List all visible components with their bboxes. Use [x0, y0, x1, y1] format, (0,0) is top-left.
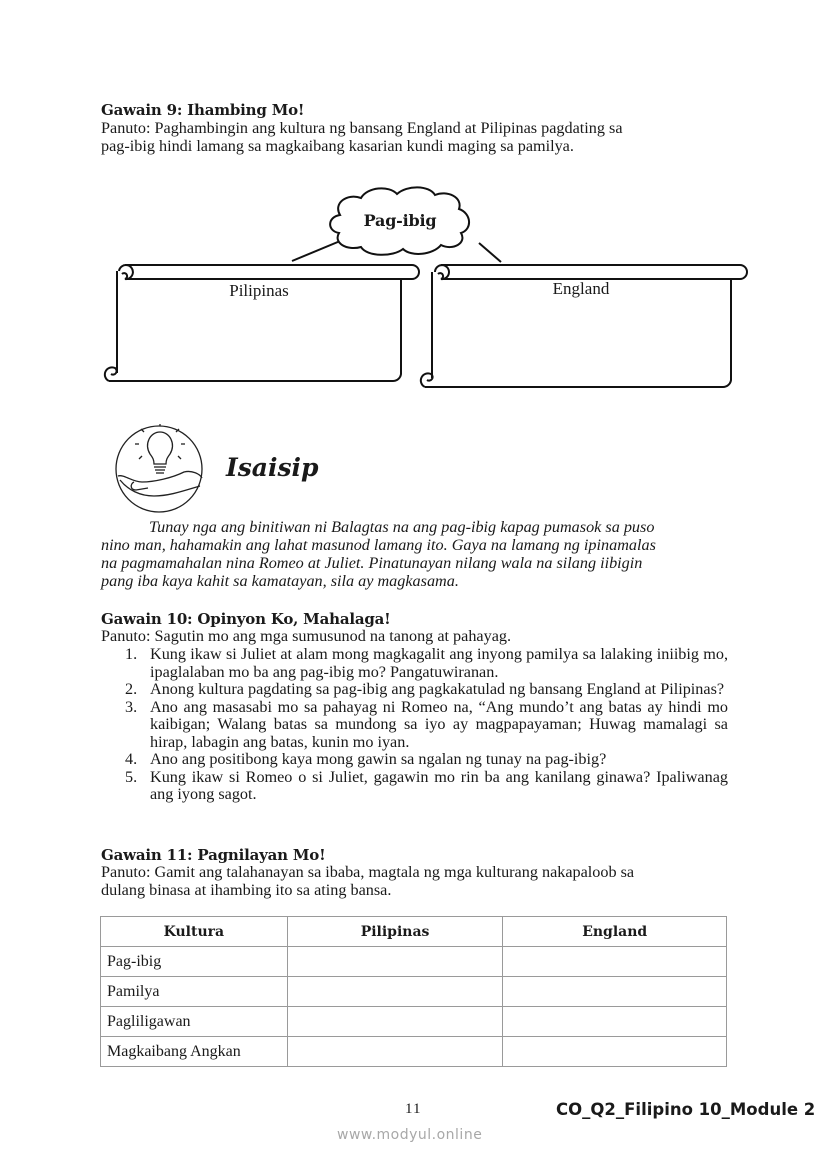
paragraph-line: pang iba kaya kahit sa kamatayan, sila ay magkasama.	[101, 572, 459, 590]
gawain11-instruction-line2: dulang binasa at ihambing ito sa ating bansa.	[101, 881, 392, 899]
table-row	[101, 947, 727, 977]
question-item: 5. Kung ikaw si Romeo o si Juliet, gagawin mo rin ba ang kanilang ginawa? Ipaliwanag ang iyong sagot.	[125, 767, 728, 803]
gawain9-title: Gawain 9: Ihambing Mo!	[101, 101, 305, 119]
question-list	[125, 646, 728, 804]
question-item: 4. Ano ang positibong kaya mong gawin sa ngalan ng tunay na pag-ibig?	[125, 750, 607, 768]
table-row	[101, 1037, 727, 1067]
scroll-label-pilipinas: Pilipinas	[229, 281, 289, 300]
gawain10-title: Gawain 10: Opinyon Ko, Mahalaga!	[101, 610, 391, 628]
cell-england[interactable]	[503, 977, 727, 1007]
gawain11-title: Gawain 11: Pagnilayan Mo!	[101, 846, 326, 864]
gawain10-instruction: Panuto: Sagutin mo ang mga sumusunod na tanong at pahayag.	[101, 627, 512, 645]
cell-kultura: Pagliligawan	[101, 1007, 288, 1037]
page-number: 11	[405, 1101, 422, 1117]
comparison-table	[100, 916, 727, 1067]
table-header-row	[101, 917, 727, 947]
scroll-label-england: England	[552, 279, 610, 298]
cell-pilipinas[interactable]	[287, 977, 503, 1007]
gawain9-instruction-line2: pag-ibig hindi lamang sa magkaibang kasarian kundi maging sa pamilya.	[101, 137, 574, 155]
header-kultura: Kultura	[101, 917, 288, 947]
isaisip-paragraph	[101, 518, 728, 590]
header-pilipinas: Pilipinas	[287, 917, 503, 947]
question-item: 3. Ano ang masasabi mo sa pahayag ni Romeo na, “Ang mundo’t ang batas ay hindi mo kaibigan; Walang batas sa mundong sa iyo ay magpapayaman; Huwag mamalagi sa hirap, labagin ang batas, kunin mo iyan.	[125, 697, 728, 751]
table-row	[101, 977, 727, 1007]
cell-pilipinas[interactable]	[287, 1037, 503, 1067]
lightbulb-hand-icon	[114, 424, 204, 514]
cloud-label: Pag-ibig	[363, 211, 437, 230]
module-code: CO_Q2_Filipino 10_Module 2	[556, 1100, 816, 1119]
cell-kultura: Pamilya	[101, 977, 288, 1007]
gawain9-instruction-line1: Panuto: Paghambingin ang kultura ng bansang England at Pilipinas pagdating sa	[101, 119, 623, 137]
gawain11-instruction-line1: Panuto: Gamit ang talahanayan sa ibaba, magtala ng mga kulturang nakapaloob sa	[101, 863, 635, 881]
watermark: www.modyul.online	[337, 1127, 483, 1143]
cell-kultura: Pag-ibig	[101, 947, 288, 977]
comparison-diagram	[95, 185, 755, 395]
paragraph-line: nino man, hahamakin ang lahat masunod lamang ito. Gaya na lamang ng ipinamalas	[101, 536, 656, 554]
question-item: 1. Kung ikaw si Juliet at alam mong magkagalit ang inyong pamilya sa lalaking iniibig mo, ipaglalaban mo ba ang pag-ibig mo? Pangatuwiranan.	[125, 645, 728, 681]
cell-england[interactable]	[503, 1007, 727, 1037]
isaisip-title: Isaisip	[226, 453, 319, 482]
cell-kultura: Magkaibang Angkan	[101, 1037, 288, 1067]
cell-pilipinas[interactable]	[287, 947, 503, 977]
paragraph-line: Tunay nga ang binitiwan ni Balagtas na ang pag-ibig kapag pumasok sa puso	[149, 518, 655, 536]
table-row	[101, 1007, 727, 1037]
cell-england[interactable]	[503, 947, 727, 977]
paragraph-line: na pagmamahalan nina Romeo at Juliet. Pinatunayan nilang wala na silang iibigin	[101, 554, 643, 572]
header-england: England	[503, 917, 727, 947]
cell-pilipinas[interactable]	[287, 1007, 503, 1037]
cell-england[interactable]	[503, 1037, 727, 1067]
question-item: 2. Anong kultura pagdating sa pag-ibig ang pagkakatulad ng bansang England at Pilipinas?	[125, 680, 725, 698]
